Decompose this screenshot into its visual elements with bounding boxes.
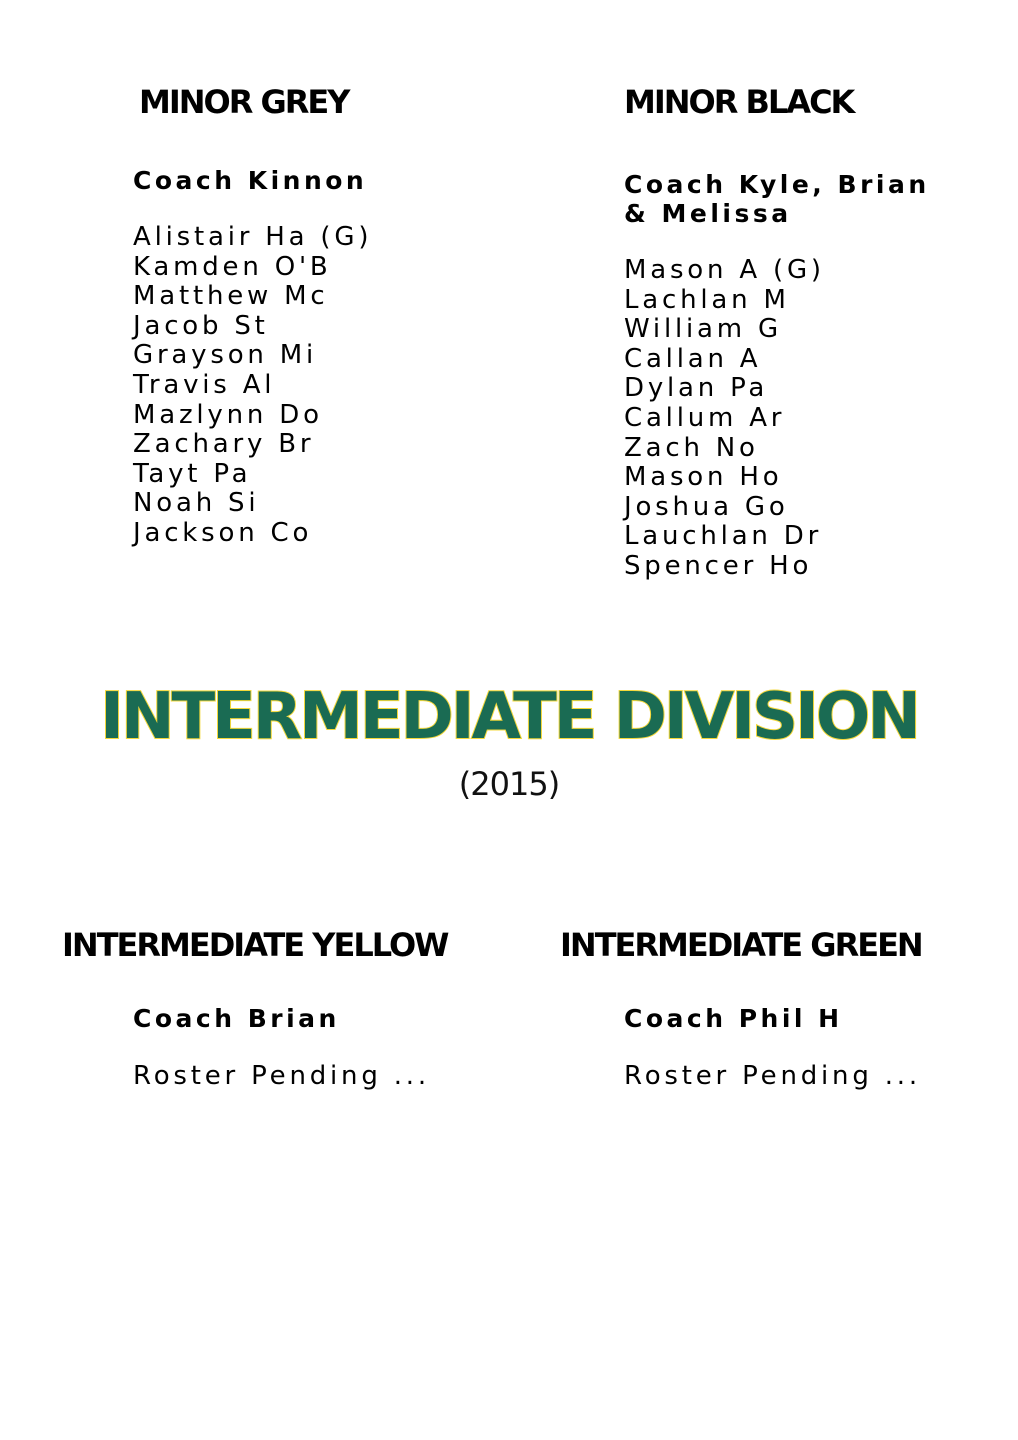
roster-minor-grey <box>133 223 372 549</box>
coach-line-1: Coach Kyle, Brian <box>624 170 930 199</box>
player-item: Noah Si <box>133 488 260 519</box>
division-title: INTERMEDIATE DIVISION <box>100 680 918 754</box>
player-item: Travis Al <box>133 369 276 400</box>
player-item: Tayt Pa <box>133 458 252 489</box>
player-item: Matthew Mc <box>133 281 329 312</box>
player-item: Lauchlan Dr <box>624 521 823 552</box>
player-item: Grayson Mi <box>133 340 318 371</box>
player-item: Mason A (G) <box>624 255 825 285</box>
team-heading-intermediate-yellow: INTERMEDIATE YELLOW <box>62 926 448 964</box>
team-heading-intermediate-green: INTERMEDIATE GREEN <box>560 926 922 964</box>
coach-intermediate-green: Coach Phil H <box>624 1004 843 1033</box>
division-year: (2015) <box>458 765 560 803</box>
player-item: Callum Ar <box>624 402 786 433</box>
player-item: Jackson Co <box>133 517 313 548</box>
player-item: Zach No <box>624 432 759 463</box>
team-heading-minor-grey: MINOR GREY <box>139 83 349 121</box>
player-item: Lachlan M <box>624 284 790 315</box>
coach-line-2: & Melissa <box>624 199 792 228</box>
player-item: Jacob St <box>133 310 269 341</box>
roster-minor-black <box>624 256 825 582</box>
roster-status-intermediate-yellow: Roster Pending ... <box>133 1061 430 1091</box>
player-item: Spencer Ho <box>624 550 813 581</box>
player-item: Alistair Ha (G) <box>133 222 373 252</box>
player-item: Kamden O'B <box>133 251 332 282</box>
player-item: William G <box>624 314 782 345</box>
roster-status-intermediate-green: Roster Pending ... <box>624 1061 921 1091</box>
team-heading-minor-black: MINOR BLACK <box>624 83 854 121</box>
player-item: Zachary Br <box>133 429 315 460</box>
player-item: Joshua Go <box>624 491 789 522</box>
player-item: Dylan Pa <box>624 373 769 404</box>
coach-minor-grey: Coach Kinnon <box>133 166 368 195</box>
coach-intermediate-yellow: Coach Brian <box>133 1004 340 1033</box>
player-item: Mazlynn Do <box>133 399 323 430</box>
coach-minor-black <box>624 170 930 228</box>
player-item: Mason Ho <box>624 462 783 493</box>
player-item: Callan A <box>624 343 762 374</box>
